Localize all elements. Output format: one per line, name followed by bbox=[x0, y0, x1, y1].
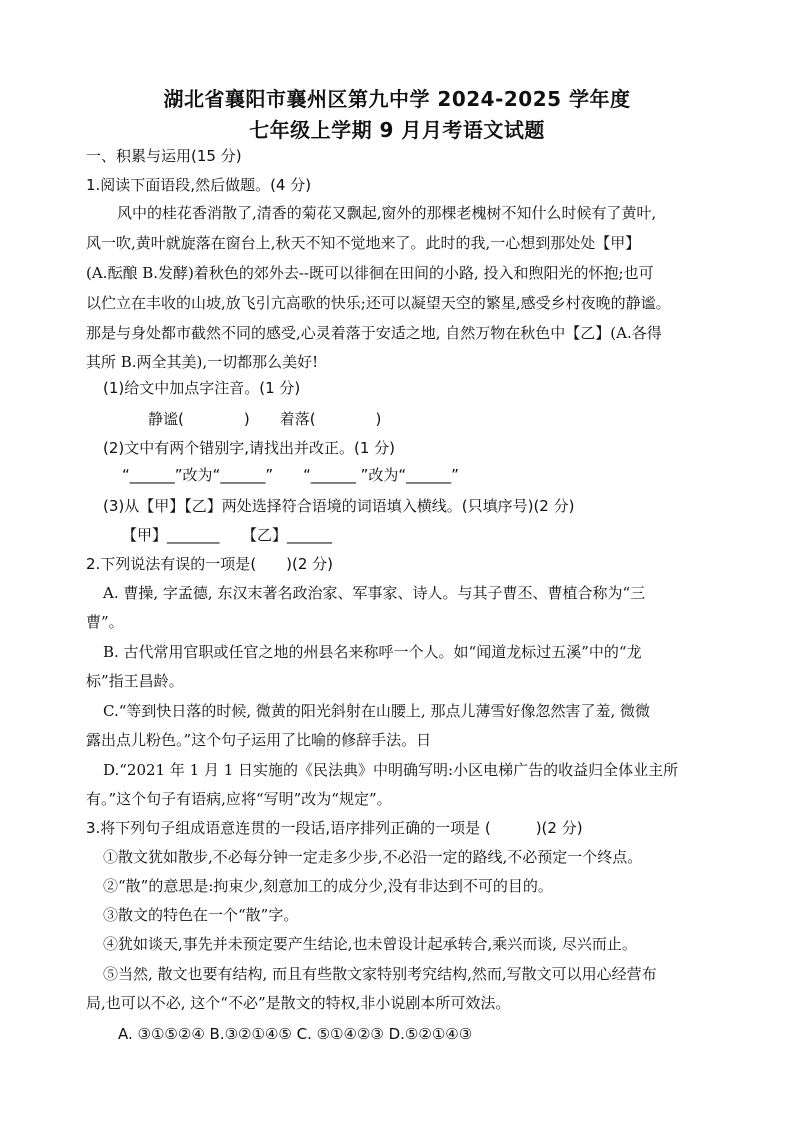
passage-line: 那是与身处都市截然不同的感受,心灵着落于安适之地, 自然万物在秋色中【乙】(A.各得 bbox=[86, 324, 662, 342]
question-1-sub-2-answer-blanks: “______”改为“______” “______ ”改为“______” bbox=[122, 466, 459, 484]
option-line: 曹”。 bbox=[86, 613, 124, 631]
option-line: D.“2021 年 1 月 1 日实施的《民法典》中明确写明:小区电梯广告的收益归全体业主所 bbox=[103, 761, 679, 779]
option-line: 标”指王昌龄。 bbox=[86, 672, 184, 690]
question-3-stem: 3.将下列句子组成语意连贯的一段话,语序排列正确的一项是 ( )(2 分) bbox=[86, 819, 583, 837]
sentence-line: 局,也可以不必, 这个“不必”是散文的特权,非小说剧本所可效法。 bbox=[86, 994, 511, 1012]
section-heading: 一、积累与运用(15 分) bbox=[86, 147, 242, 165]
option-line: C.“等到快日落的时候, 微黄的阳光斜射在山腰上, 那点儿薄雪好像忽然害了羞, 微微 bbox=[103, 702, 650, 720]
sentence-line: ①散文犹如散步,不必每分钟一定走多少步,不必沿一定的路线,不必预定一个终点。 bbox=[103, 848, 643, 866]
option-line: A. 曹操, 字孟德, 东汉末著名政治家、军事家、诗人。与其子曹丕、曹植合称为“三 bbox=[103, 584, 646, 602]
sentence-line: ⑤当然, 散文也要有结构, 而且有些散文家特别考究结构,然而,写散文可以用心经营布 bbox=[103, 965, 657, 983]
question-1-sub-1: (1)给文中加点字注音。(1 分) bbox=[103, 379, 301, 397]
sentence-line: ③散文的特色在一个“散”字。 bbox=[103, 906, 299, 924]
question-1-sub-2: (2)文中有两个错别字,请找出并改正。(1 分) bbox=[103, 439, 396, 457]
sentence-line: ②“散”的意思是:拘束少,刻意加工的成分少,没有非达到不可的目的。 bbox=[103, 877, 553, 895]
exam-title-line-1: 湖北省襄阳市襄州区第九中学 2024-2025 学年度 bbox=[163, 87, 631, 111]
question-1-sub-3: (3)从【甲】【乙】两处选择符合语境的词语填入横线。(只填序号)(2 分) bbox=[103, 497, 575, 515]
passage-line: 以伫立在丰收的山坡,放飞引亢高歌的快乐;还可以凝望天空的繁星,感受乡村夜晚的静谧。 bbox=[86, 294, 671, 312]
question-1-stem: 1.阅读下面语段,然后做题。(4 分) bbox=[86, 176, 312, 194]
question-2-stem: 2.下列说法有误的一项是( )(2 分) bbox=[86, 555, 334, 573]
option-line: 露出点儿粉色。”这个句子运用了比喻的修辞手法。日 bbox=[86, 731, 432, 749]
question-3-answer-options: A. ③①⑤②④ B.③②①④⑤ C. ⑤①④②③ D.⑤②①④③ bbox=[118, 1025, 473, 1043]
question-1-sub-3-answer-blanks: 【甲】_______ 【乙】______ bbox=[122, 526, 333, 544]
passage-line: 风一吹,黄叶就旋落在窗台上,秋天不知不觉地来了。此时的我,一心想到那处处【甲】 bbox=[86, 234, 641, 252]
sentence-line: ④犹如谈天,事先并未预定要产生结论,也未曾设计起承转合,乘兴而谈, 尽兴而止。 bbox=[103, 935, 637, 953]
option-line: B. 古代常用官职或任官之地的州县名来称呼一个人。如“闻道龙标过五溪”中的“龙 bbox=[103, 643, 642, 661]
exam-title-line-2: 七年级上学期 9 月月考语文试题 bbox=[249, 118, 545, 142]
question-1-sub-1-answer-blanks: 静谧( ) 着落( ) bbox=[148, 410, 382, 428]
passage-line: 风中的桂花香消散了,清香的菊花又飘起,窗外的那棵老槐树不知什么时候有了黄叶, bbox=[117, 204, 657, 222]
option-line: 有。”这个句子有语病,应将“写明”改为“规定”。 bbox=[86, 790, 392, 808]
passage-line: 其所 B.两全其美),一切都那么美好! bbox=[86, 353, 319, 371]
passage-line: (A.酝酿 B.发酵)着秋色的郊外去--既可以徘徊在田间的小路, 投入和煦阳光的怀抱;也可 bbox=[86, 264, 654, 282]
